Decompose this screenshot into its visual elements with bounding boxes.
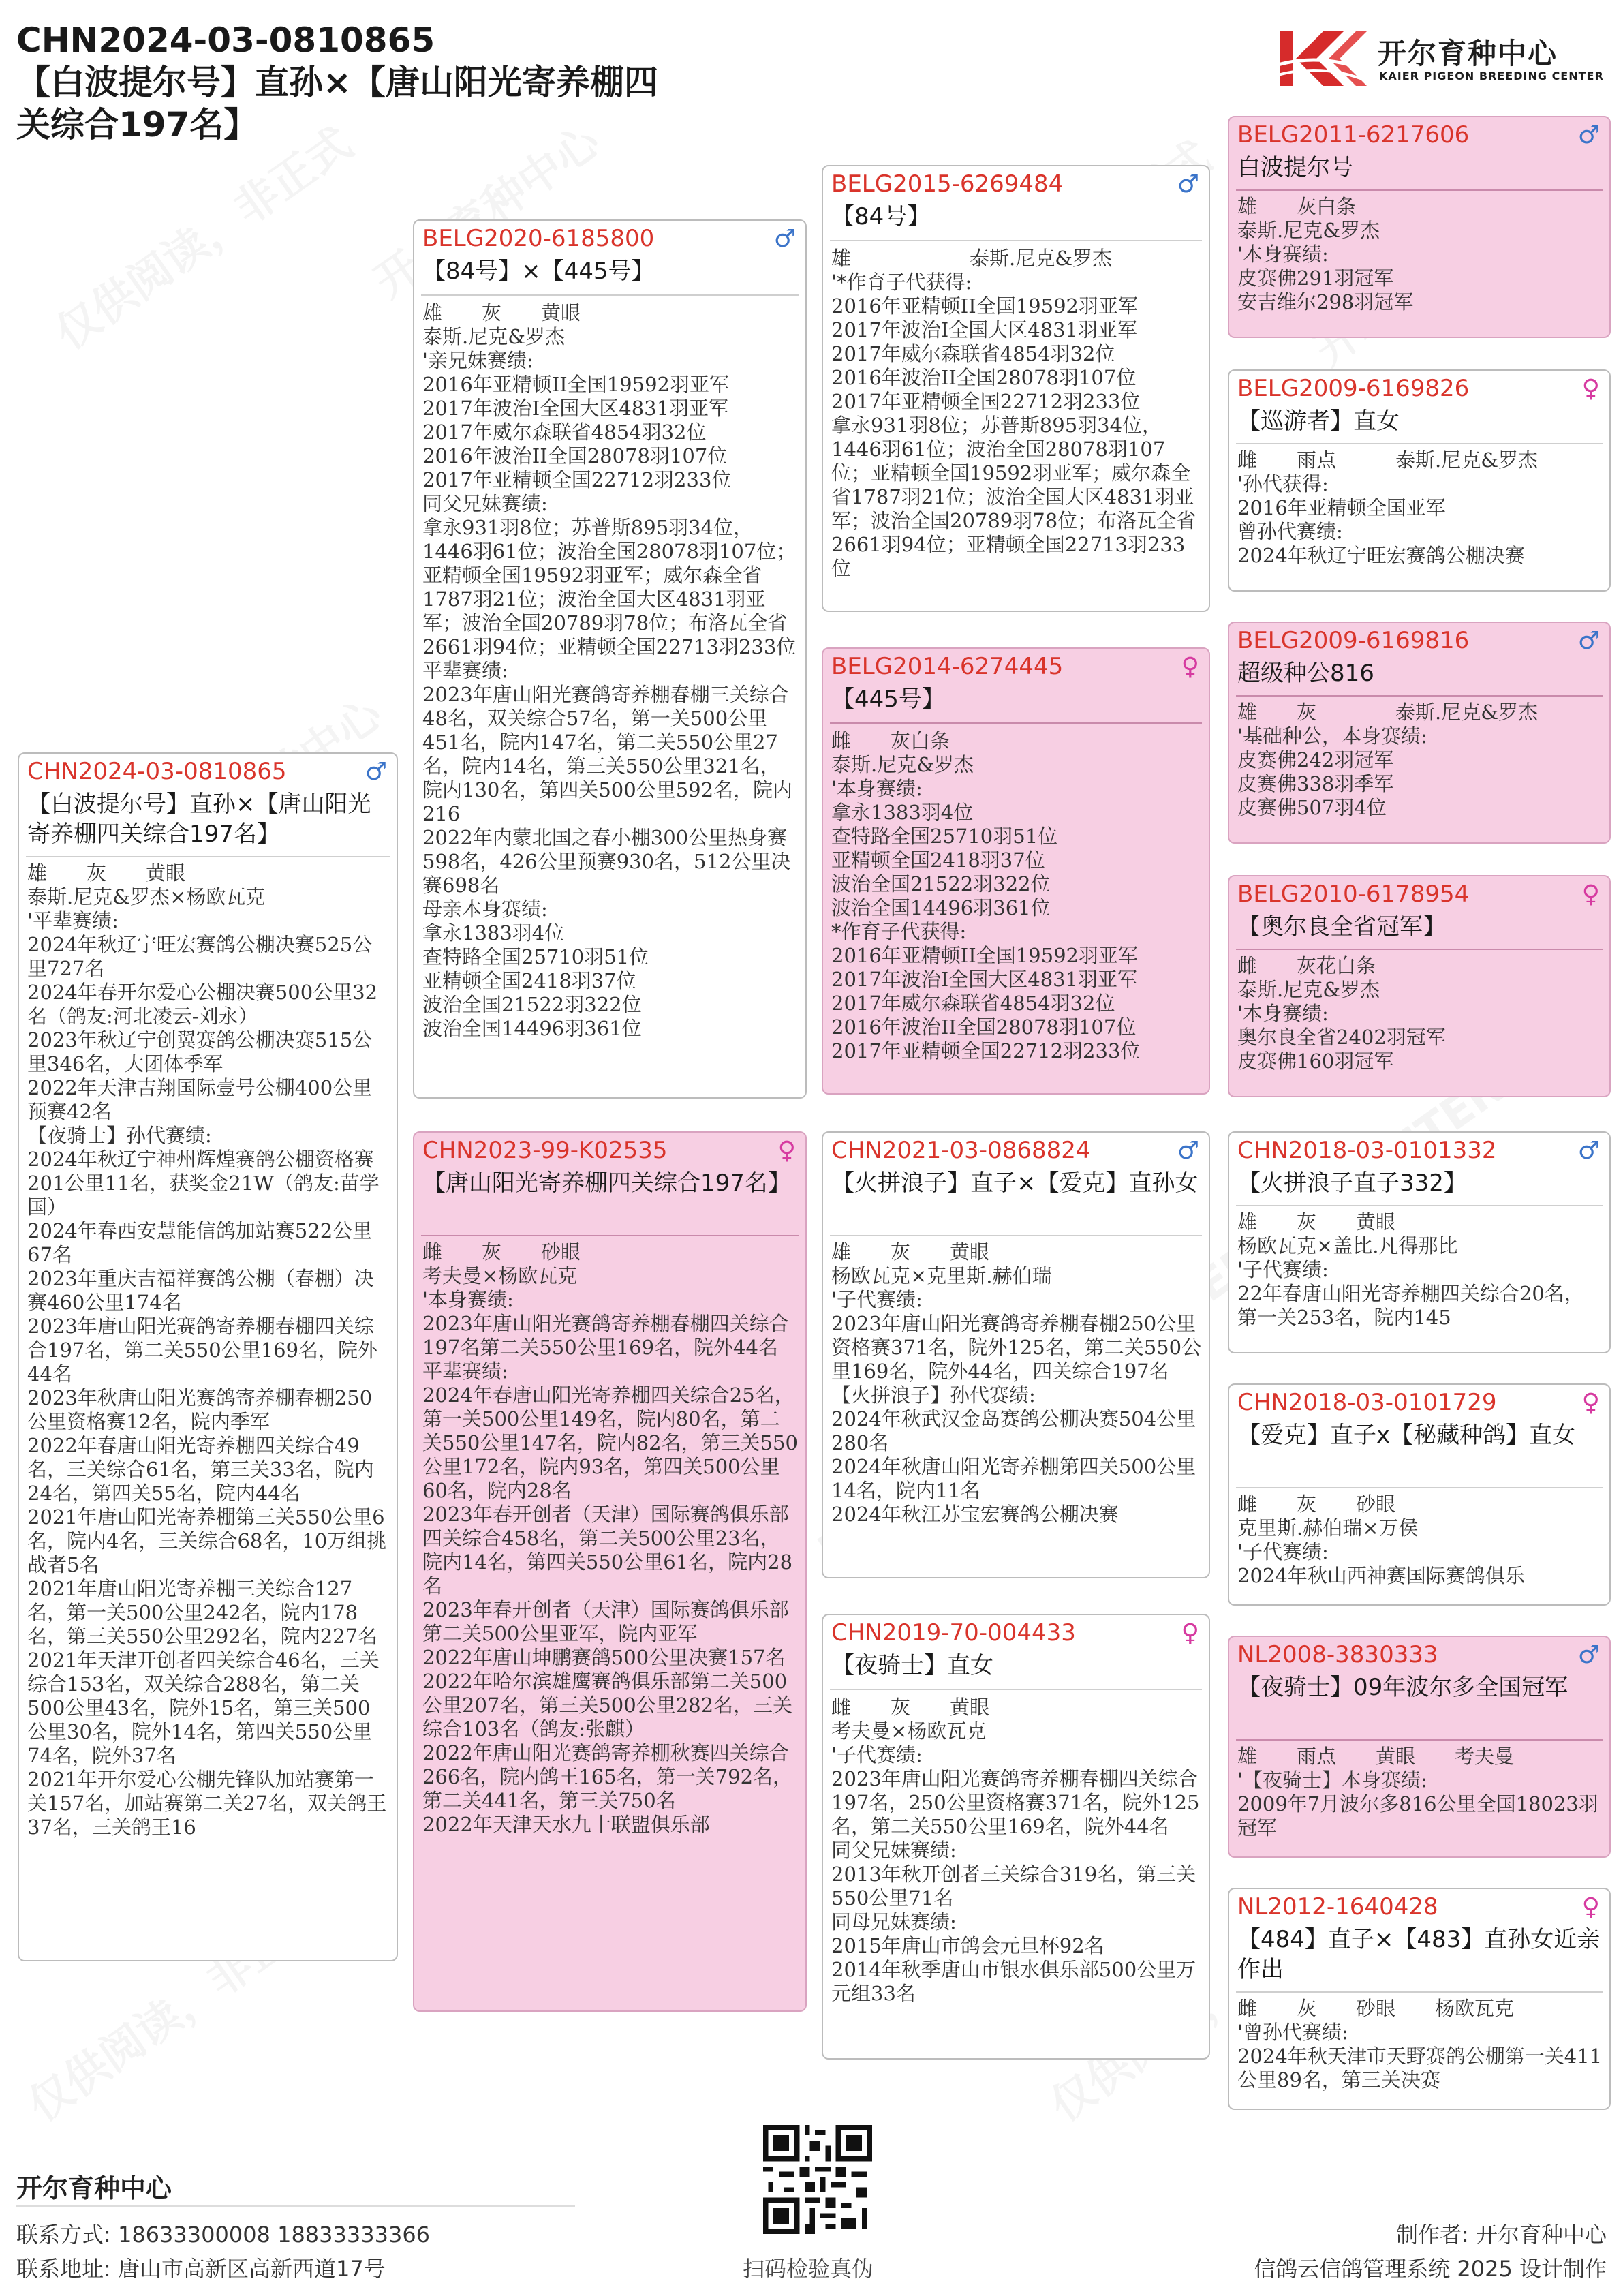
female-icon: ♀ — [777, 1137, 796, 1165]
pigeon-name: 【84号】×【445号】 — [422, 258, 655, 285]
pedigree-card-sire-sire[interactable] — [822, 165, 1210, 612]
pedigree-card-dam-sire[interactable] — [822, 1131, 1210, 1578]
pedigree-card-sss[interactable] — [1228, 116, 1611, 338]
pigeon-name: 白波提尔号 — [1237, 154, 1353, 181]
pigeon-record: 雄 灰 黄眼 杨欧瓦克×克里斯.赫伯瑞 '子代赛绩: 2023年唐山阳光赛鸽寄养棚春棚250公里资格赛371名，院外125名，第二关550公里169名，院外44名，四关综合197名 【火拼浪子】孙代赛绩: 2024年秋武汉金岛赛鸽公棚决赛504公里280名 2024年秋唐山阳光寄养棚第四关500公里14名，院内11名 2024年秋江苏宝宏赛鸽公棚决赛 — [831, 1240, 1202, 1526]
female-icon: ♀ — [1581, 1893, 1600, 1921]
divider — [830, 240, 1202, 241]
pigeon-name: 超级种公816 — [1237, 660, 1374, 687]
divider — [421, 294, 799, 296]
divider — [1236, 949, 1603, 950]
divider — [1236, 695, 1603, 697]
male-icon: ♂ — [1177, 170, 1199, 198]
pedigree-card-sds[interactable] — [1228, 622, 1611, 844]
pigeon-name: 【爱克】直子x【秘藏种鸽】直女 — [1237, 1422, 1576, 1449]
pigeon-record: 雌 雨点 泰斯.尼克&罗杰 '孙代获得: 2016年亚精顿全国亚军 曾孙代赛绩: 2024年秋辽宁旺宏赛鸽公棚决赛 — [1237, 448, 1539, 567]
ring-number: BELG2014-6274445 — [831, 653, 1064, 680]
pigeon-name: 【巡游者】直女 — [1237, 408, 1400, 435]
divider — [1236, 1487, 1603, 1488]
pigeon-record: 雄 灰白条 泰斯.尼克&罗杰 '本身赛绩: 皮赛佛291羽冠军 安吉维尔298羽冠军 — [1237, 195, 1414, 313]
female-icon: ♀ — [1581, 881, 1600, 908]
title-line-3: 关综合197名】 — [16, 105, 258, 144]
female-icon: ♀ — [1181, 653, 1199, 681]
pigeon-record: 雌 灰 砂眼 克里斯.赫伯瑞×万侯 '子代赛绩: 2024年秋山西神赛国际赛鸽俱乐 — [1237, 1493, 1525, 1587]
page-title — [16, 19, 820, 146]
male-icon: ♂ — [1577, 627, 1600, 655]
pigeon-name: 【唐山阳光寄养棚四关综合197名】 — [422, 1169, 791, 1197]
ring-number: CHN2024-03-0810865 — [27, 758, 287, 785]
title-line-2: 【白波提尔号】直孙×【唐山阳光寄养棚四 — [16, 63, 658, 102]
pedigree-card-ddd[interactable] — [1228, 1888, 1611, 2110]
divider — [1236, 443, 1603, 444]
pigeon-name: 【84号】 — [831, 203, 931, 230]
footer-system: 信鸽云信鸽管理系统 2025 设计制作 — [1254, 2256, 1607, 2282]
pigeon-record: 雌 灰 黄眼 考夫曼×杨欧瓦克 '子代赛绩: 2023年唐山阳光赛鸽寄养棚春棚四关综合197名，250公里资格赛371名，院外125名，第二关550公里169名，院外44名 同父兄妹赛绩: 2013年秋开创者三关综合319名，第三关550公里71名 同母兄妹赛绩: 2015年唐山市鸽会元旦杯92名 2014年秋季唐山市银水俱乐部500公里万元组33名 — [831, 1696, 1200, 2005]
ring-number: BELG2009-6169816 — [1237, 627, 1470, 654]
logo — [1276, 25, 1609, 93]
pigeon-name: 【445号】 — [831, 686, 945, 713]
qr-code-icon[interactable] — [763, 2125, 872, 2234]
ring-number: BELG2009-6169826 — [1237, 375, 1470, 402]
ring-number: CHN2023-99-K02535 — [422, 1137, 668, 1164]
qr-caption: 扫码检验真伪 — [743, 2256, 874, 2282]
divider — [830, 722, 1202, 724]
pigeon-record: 雄 灰 泰斯.尼克&罗杰 '基础种公，本身赛绩: 皮赛佛242羽冠军 皮赛佛338羽季军 皮赛佛507羽4位 — [1237, 701, 1539, 819]
ring-number: NL2012-1640428 — [1237, 1893, 1438, 1920]
male-icon: ♂ — [1577, 121, 1600, 149]
logo-mark-icon — [1276, 25, 1371, 93]
male-icon: ♂ — [1577, 1137, 1600, 1165]
divider — [1236, 1739, 1603, 1741]
pigeon-record: 雌 灰 砂眼 杨欧瓦克 '曾孙代赛绩: 2024年秋天津市天野赛鸽公棚第一关411公里89名，第三关决赛 — [1237, 1997, 1603, 2092]
female-icon: ♀ — [1581, 375, 1600, 403]
footer-divider — [16, 2205, 575, 2207]
pedigree-card-sire-dam[interactable] — [822, 647, 1210, 1095]
male-icon: ♂ — [1577, 1641, 1600, 1669]
pigeon-name: 【484】直子×【483】直孙女近亲作出 — [1237, 1926, 1601, 1983]
pigeon-record: 雄 灰 黄眼 杨欧瓦克×盖比.凡得那比 '子代赛绩: 22年春唐山阳光寄养棚四关综合20名，第一关253名，院内145 — [1237, 1210, 1584, 1329]
pigeon-record: 雌 灰 砂眼 考夫曼×杨欧瓦克 '本身赛绩: 2023年唐山阳光赛鸽寄养棚春棚四关综合197名第二关550公里169名，院外44名 平辈赛绩: 2024年春唐山阳光寄养棚四关综合25名，第一关500公里149名，院内80名，第二关550公里147名，院内82名，第三关550公里172名，院内93名，第四关500公里60名，院内28名 2023年春开创者（天津）国际赛鸽俱乐部四关综合458名，第二关500公里23名，院内14名，第四关550公里61名，院内28名 2023年春开创者（天津）国际赛鸽俱乐部第二关500公里亚军，院内亚军 2022年唐山坤鹏赛鸽500公里决赛157名 2022年哈尔滨雄鹰赛鸽俱乐部第二关500公里207名，第三关500公里282名，三关综合103名（鸽友:张麒） 2022年唐山阳光赛鸽寄养棚秋赛四关综合266名，院内鸽王165名，第一关792名，第二关441名，第三关750名 2022年天津天水九十联盟俱乐部 — [422, 1240, 798, 1836]
divider — [421, 1235, 799, 1236]
pigeon-name: 【夜骑士】09年波尔多全国冠军 — [1237, 1674, 1568, 1701]
footer-maker: 制作者: 开尔育种中心 — [1396, 2222, 1607, 2248]
divider — [1236, 189, 1603, 191]
ring-number: CHN2019-70-004433 — [831, 1619, 1076, 1647]
divider — [26, 856, 390, 857]
pedigree-card-dsd[interactable] — [1228, 1383, 1611, 1606]
pigeon-name: 【奥尔良全省冠军】 — [1237, 913, 1446, 940]
pedigree-card-dam-dam[interactable] — [822, 1614, 1210, 2060]
pedigree-card-sire[interactable] — [413, 219, 807, 1099]
male-icon: ♂ — [1177, 1137, 1199, 1165]
ring-number: CHN2018-03-0101332 — [1237, 1137, 1497, 1164]
pigeon-name: 【火拼浪子】直子×【爱克】直孙女 — [831, 1169, 1199, 1197]
title-ring-number: CHN2024-03-0810865 — [16, 20, 435, 60]
female-icon: ♀ — [1181, 1619, 1199, 1647]
pigeon-name: 【夜骑士】直女 — [831, 1652, 993, 1679]
pigeon-record: 雌 灰花白条 泰斯.尼克&罗杰 '本身赛绩: 奥尔良全省2402羽冠军 皮赛佛160羽冠军 — [1237, 954, 1446, 1073]
divider — [1236, 1205, 1603, 1206]
pedigree-card-subject[interactable] — [18, 752, 398, 1961]
pigeon-record: 雄 灰 黄眼 泰斯.尼克&罗杰 '亲兄妹赛绩: 2016年亚精顿II全国19592羽亚军 2017年波治I全国大区4831羽亚军 2017年威尔森联省4854羽32位 2016年波治II全国28078羽107位 2017年亚精顿全国22712羽233位 同父兄妹赛绩: 拿永931羽8位；苏普斯895羽34位，1446羽61位；波治全国28078羽107位；亚精顿全国19592羽亚军；威尔森全省1787羽21位；波治全国大区4831羽亚军；波治全国20789羽78位；布洛瓦全省2661羽94位；亚精顿全国22713羽233位 平辈赛绩: 2023年唐山阳光赛鸽寄养棚春棚三关综合48名，双关综合57名，第一关500公里451名，院内147名，第二关550公里27名，院内14名，第三关550公里321名，院内130名，第四关500公里592名，院内216 2022年内蒙北国之春小棚300公里热身赛598名，426公里预赛930名，512公里决赛698名 母亲本身赛绩: 拿永1383羽4位 查特路全国25710羽51位 亚精顿全国2418羽37位 波治全国21522羽322位 波治全国14496羽361位 — [422, 301, 797, 1040]
divider — [830, 1235, 1202, 1236]
footer-address: 联系地址: 唐山市高新区高新西道17号 — [16, 2256, 386, 2282]
pigeon-record: 雄 泰斯.尼克&罗杰 '*作育子代获得: 2016年亚精顿II全国19592羽亚军 2017年波治I全国大区4831羽亚军 2017年威尔森联省4854羽32位 2016年波治II全国28078羽107位 2017年亚精顿全国22712羽233位 拿永931羽8位；苏普斯895羽34位，1446羽61位；波治全国28078羽107位；亚精顿全国19592羽亚军；威尔森全省1787羽21位；波治全国大区4831羽亚军；波治全国20789羽78位；布洛瓦全省2661羽94位；亚精顿全国22713羽233位 — [831, 247, 1196, 580]
ring-number: NL2008-3830333 — [1237, 1641, 1438, 1668]
pedigree-card-ssd[interactable] — [1228, 369, 1611, 592]
divider — [830, 1689, 1202, 1690]
ring-number: BELG2011-6217606 — [1237, 121, 1470, 149]
pedigree-card-dam[interactable] — [413, 1131, 807, 2012]
ring-number: CHN2021-03-0868824 — [831, 1137, 1091, 1164]
divider — [1236, 1991, 1603, 1993]
logo-text: 开尔育种中心 — [1378, 37, 1558, 70]
logo-subtext: KAIER PIGEON BREEDING CENTER — [1379, 70, 1604, 82]
ring-number: BELG2010-6178954 — [1237, 881, 1470, 908]
watermark — [41, 110, 362, 361]
pedigree-card-dds[interactable] — [1228, 1636, 1611, 1858]
pigeon-record: 雄 雨点 黄眼 考夫曼 '【夜骑士】本身赛绩: 2009年7月波尔多816公里全国18023羽冠军 — [1237, 1745, 1598, 1839]
pigeon-name: 【火拼浪子直子332】 — [1237, 1169, 1467, 1197]
footer-contact: 联系方式: 18633300008 18833333366 — [16, 2222, 431, 2248]
ring-number: BELG2020-6185800 — [422, 225, 655, 252]
pigeon-record: 雌 灰白条 泰斯.尼克&罗杰 '本身赛绩: 拿永1383羽4位 查特路全国25710羽51位 亚精顿全国2418羽37位 波治全国21522羽322位 波治全国14496羽361位 *作育子代获得: 2016年亚精顿II全国19592羽亚军 2017年波治I全国大区4831羽亚军 2017年威尔森联省4854羽32位 2016年波治II全国28078羽107位 2017年亚精顿全国22712羽233位 — [831, 729, 1141, 1062]
pigeon-name: 【白波提尔号】直孙×【唐山阳光寄养棚四关综合197名】 — [27, 791, 371, 848]
pigeon-record: 雄 灰 黄眼 泰斯.尼克&罗杰×杨欧瓦克 '平辈赛绩: 2024年秋辽宁旺宏赛鸽公棚决赛525公里727名 2024年春开尔爱心公棚决赛500公里32名（鸽友:河北凌云-刘永） 2023年秋辽宁创翼赛鸽公棚决赛515公里346名，大团体季军 2022年天津吉翔国际壹号公棚400公里预赛42名 【夜骑士】孙代赛绩: 2024年秋辽宁神州辉煌赛鸽公棚资格赛201公里11名，获奖金21W（鸽友:苗学国） 2024年春西安慧能信鸽加站赛522公里67名 2023年重庆吉福祥赛鸽公棚（春棚）决赛460公里174名 2023年唐山阳光赛鸽寄养棚春棚四关综合197名，第二关550公里169名，院外44名 2023年秋唐山阳光赛鸽寄养棚春棚250公里资格赛12名，院内季军 2022年春唐山阳光寄养棚四关综合49名，三关综合61名，第三关33名，院内24名，第四关55名，院内44名 2021年唐山阳光寄养棚第三关550公里6名，院内4名，三关综合68名，10万组挑战者5名 2021年唐山阳光寄养棚三关综合127名，第一关500公里242名，院内178名，第三关550公里292名，院内227名 2021年天津开创者四关综合46名，三关综合153名，双关综合288名，第二关500公里43名，院外15名，第三关500公里30名，院外14名，第四关550公里74名，院外37名 2021年开尔爱心公棚先锋队加站赛第一关157名，加站赛第二关27名，双关鸽王37名，三关鸽王16 — [27, 861, 387, 1839]
pedigree-card-sdd[interactable] — [1228, 875, 1611, 1097]
ring-number: CHN2018-03-0101729 — [1237, 1389, 1497, 1416]
male-icon: ♂ — [773, 225, 796, 253]
ring-number: BELG2015-6269484 — [831, 170, 1064, 198]
pedigree-card-dss[interactable] — [1228, 1131, 1611, 1353]
male-icon: ♂ — [365, 758, 387, 786]
female-icon: ♀ — [1581, 1389, 1600, 1417]
footer-company: 开尔育种中心 — [16, 2173, 172, 2203]
